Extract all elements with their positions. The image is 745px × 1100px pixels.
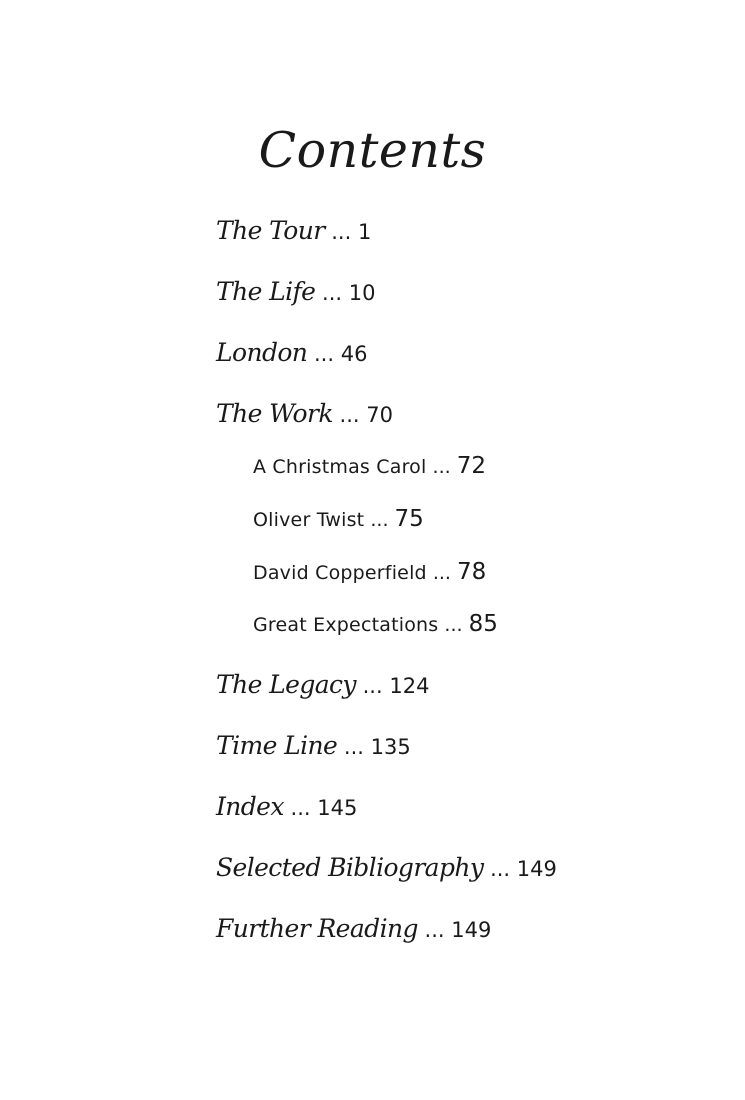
toc-entry-page-number: 149 — [451, 918, 492, 942]
toc-entry-label: Further Reading — [216, 914, 418, 943]
toc-entry-the-legacy — [216, 672, 429, 697]
toc-entry-page-number: 1 — [357, 220, 372, 244]
toc-entry-the-tour — [216, 218, 371, 243]
toc-entry-page-number: 135 — [370, 735, 411, 759]
toc-entry-label: The Work — [216, 399, 333, 428]
toc-entry-leader: ... — [426, 456, 457, 478]
page-title: Contents — [258, 122, 487, 179]
toc-entry-index — [216, 794, 357, 819]
toc-entry-further-reading — [216, 916, 491, 941]
toc-entry-leader: ... — [483, 857, 517, 881]
toc-entry-page-number: 46 — [340, 342, 368, 366]
toc-entry-page-number: 78 — [457, 559, 487, 585]
toc-entry-label: The Legacy — [216, 670, 356, 699]
toc-entry-selected-bibliography — [216, 855, 557, 880]
toc-entry-page-number: 72 — [456, 453, 486, 479]
toc-entry-leader: ... — [283, 796, 318, 820]
toc-entry-label: London — [216, 338, 308, 367]
toc-entry-leader: ... — [417, 918, 452, 942]
toc-entry-leader: ... — [324, 220, 358, 244]
toc-entry-label: Time Line — [216, 731, 338, 760]
toc-entry-label: A Christmas Carol — [253, 456, 427, 478]
toc-entry-leader: ... — [355, 674, 390, 698]
toc-entry-page-number: 70 — [366, 403, 393, 427]
toc-entry-leader: ... — [337, 735, 371, 759]
toc-entry-leader: ... — [438, 614, 469, 636]
toc-entry-page-number: 145 — [317, 796, 358, 820]
toc-entry-label: David Copperfield — [253, 562, 427, 584]
toc-subentry-great-expectations — [253, 613, 498, 636]
toc-entry-page-number: 124 — [389, 674, 430, 698]
toc-entry-label: The Tour — [216, 216, 325, 245]
toc-entry-page-number: 85 — [468, 611, 498, 637]
toc-subentry-a-christmas-carol — [253, 455, 486, 478]
toc-entry-leader: ... — [364, 509, 395, 531]
toc-entry-label: Index — [216, 792, 284, 821]
toc-entry-leader: ... — [332, 403, 367, 427]
toc-entry-leader: ... — [307, 342, 341, 366]
toc-entry-the-life — [216, 279, 376, 304]
toc-entry-label: The Life — [216, 277, 316, 306]
toc-subentry-david-copperfield — [253, 561, 486, 584]
toc-entry-time-line — [216, 733, 411, 758]
toc-entry-page-number: 75 — [394, 506, 424, 532]
toc-entry-london — [216, 340, 367, 365]
toc-entry-the-work — [216, 401, 393, 426]
toc-entry-label: Selected Bibliography — [216, 853, 484, 882]
toc-entry-leader: ... — [426, 562, 458, 584]
toc-entry-leader: ... — [315, 281, 349, 305]
toc-entry-page-number: 10 — [348, 281, 376, 305]
toc-entry-label: Great Expectations — [253, 614, 439, 636]
toc-entry-page-number: 149 — [516, 857, 557, 881]
toc-subentry-oliver-twist — [253, 508, 424, 531]
toc-entry-label: Oliver Twist — [253, 509, 365, 531]
